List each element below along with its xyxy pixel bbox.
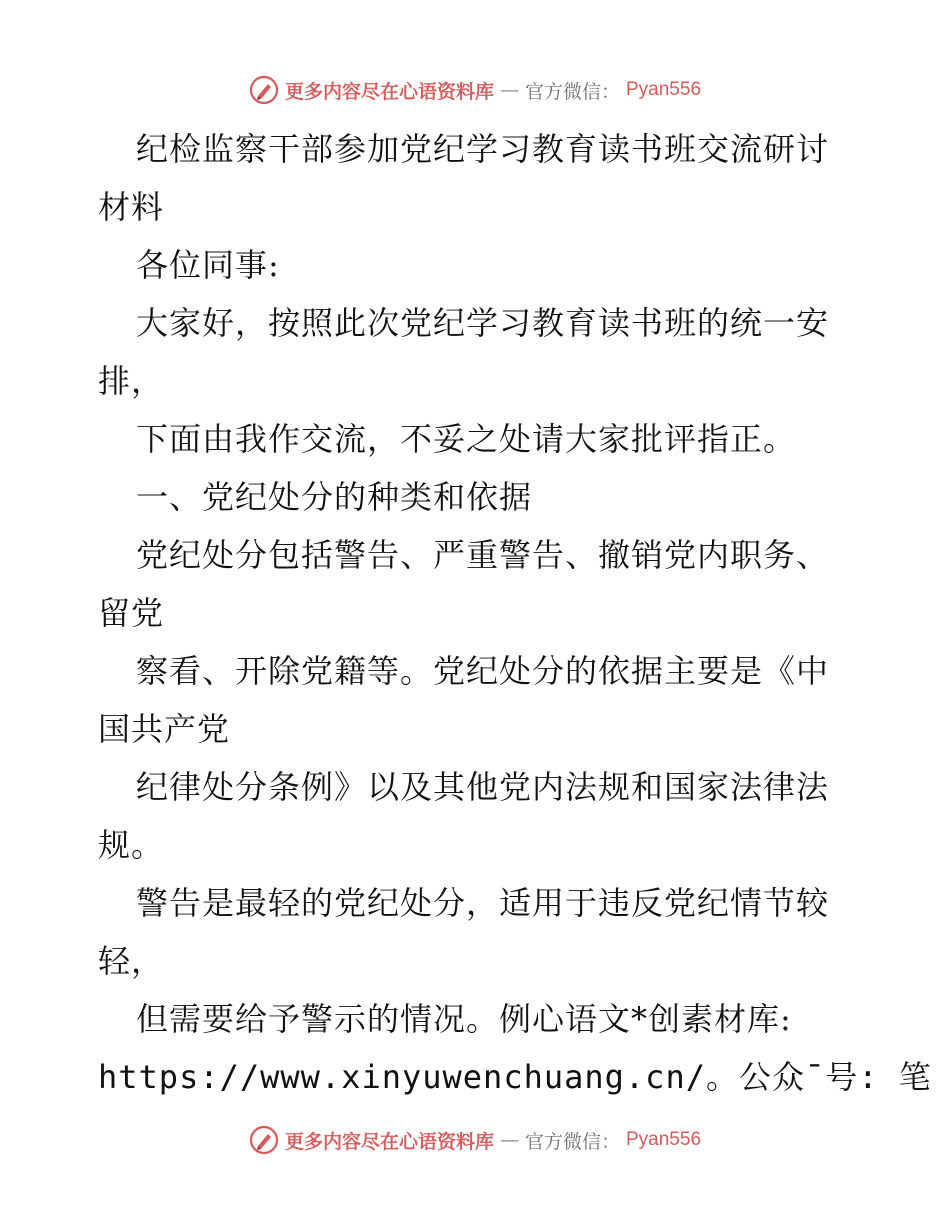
- pen-logo-icon: [249, 1125, 279, 1155]
- paragraph-line: 下面由我作交流，不妥之处请大家批评指正。: [136, 420, 797, 458]
- paragraph-line: 大家好，按照此次党纪学习教育读书班的统一安: [136, 304, 830, 342]
- paragraph-line: 国共产党: [98, 710, 231, 748]
- banner-dash: —: [499, 79, 519, 101]
- paragraph-line: 党纪处分包括警告、严重警告、撤销党内职务、: [136, 536, 830, 574]
- section-heading: 一、党纪处分的种类和依据: [136, 478, 533, 516]
- document-title: 纪检监察干部参加党纪学习教育读书班交流研讨: [136, 130, 830, 168]
- footer-banner: [0, 1120, 950, 1160]
- document-body: [98, 120, 932, 1106]
- document-title-continued: 材料: [98, 188, 165, 226]
- banner-title: 更多内容尽在心语资料库: [284, 80, 494, 103]
- paragraph-line: 规。: [98, 826, 165, 864]
- paragraph-line: 纪律处分条例》以及其他党内法规和国家法律法: [136, 768, 830, 806]
- pen-logo-icon: [249, 75, 279, 105]
- banner-wechat-id: Pyan556: [626, 1129, 702, 1150]
- paragraph-line: 轻，: [98, 942, 165, 980]
- header-banner: [0, 70, 950, 110]
- banner-dash: —: [499, 1129, 519, 1151]
- paragraph-line: 察看、开除党籍等。党纪处分的依据主要是《中: [136, 652, 830, 690]
- paragraph-line: 但需要给予警示的情况。例心语文*创素材库:: [136, 1000, 792, 1038]
- paragraph-line: 留党: [98, 594, 165, 632]
- banner-wechat-id: Pyan556: [626, 79, 702, 100]
- paragraph-line: 警告是最轻的党纪处分，适用于违反党纪情节较: [136, 884, 830, 922]
- url-line: https://www.xinyuwenchuang.cn/。公众¯号: 笔: [98, 1058, 932, 1096]
- banner-official-label: 官方微信：: [524, 80, 620, 103]
- banner-title: 更多内容尽在心语资料库: [284, 1130, 494, 1153]
- paragraph-line: 排，: [98, 362, 165, 400]
- salutation: 各位同事:: [136, 246, 280, 284]
- banner-official-label: 官方微信：: [524, 1130, 620, 1153]
